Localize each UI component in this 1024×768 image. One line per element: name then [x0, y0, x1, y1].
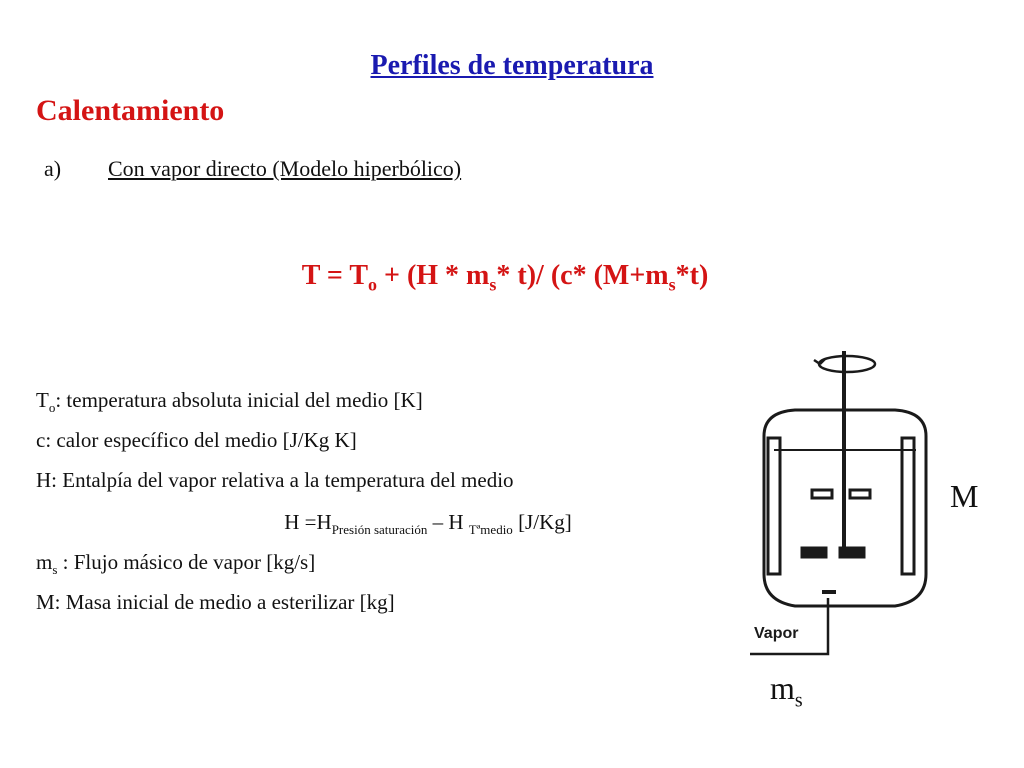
formula-sub-o: o — [368, 274, 377, 295]
impeller-blade — [812, 490, 832, 498]
definition-ms — [36, 550, 315, 578]
reactor-diagram — [740, 346, 940, 661]
to-text: : temperatura absoluta inicial del medio [K] — [55, 388, 423, 412]
section-heading: Calentamiento — [36, 94, 225, 127]
definition-to — [36, 388, 423, 416]
ms-text: : Flujo másico de vapor [kg/s] — [57, 550, 316, 574]
ms-label-symbol: m — [770, 670, 795, 706]
ms-symbol: m — [36, 550, 53, 574]
steam-flow-label — [770, 670, 803, 712]
rotation-arrow-icon — [819, 356, 875, 372]
definition-m: M: Masa inicial de medio a esterilizar [kg] — [36, 590, 395, 614]
h-eq-sub-1: Presión saturación — [331, 522, 428, 538]
formula-part-4: *t) — [675, 260, 709, 291]
left-baffle — [768, 438, 780, 574]
main-formula — [0, 260, 1010, 296]
page-title: Perfiles de temperatura — [370, 50, 654, 81]
to-symbol: T — [36, 388, 49, 412]
formula-sub-s2: s — [668, 274, 676, 295]
formula-sub-s1: s — [489, 274, 497, 295]
impeller-blade — [802, 548, 826, 557]
right-baffle — [902, 438, 914, 574]
definition-h-equation — [0, 510, 856, 538]
formula-part-2: + (H * m — [377, 260, 490, 291]
list-item-text: Con vapor directo (Modelo hiperbólico) — [108, 156, 462, 181]
to-sub: o — [48, 400, 56, 416]
ms-label-sub: s — [794, 689, 803, 712]
vapor-label: Vapor — [754, 625, 799, 642]
formula-part-1: T = T — [301, 260, 368, 291]
h-eq-prefix: H =H — [284, 510, 332, 534]
h-eq-unit: [J/Kg] — [512, 510, 572, 534]
list-marker: a) — [44, 156, 62, 181]
definition-c: c: calor específico del medio [J/Kg K] — [36, 428, 357, 452]
impeller-blade — [840, 548, 864, 557]
definition-h: H: Entalpía del vapor relativa a la temperatura del medio — [36, 468, 514, 492]
ms-sub: s — [52, 562, 58, 578]
h-eq-mid: – H — [427, 510, 469, 534]
formula-part-3: * t)/ (c* (M+m — [496, 260, 669, 291]
mass-label: M — [950, 478, 979, 514]
impeller-blade — [850, 490, 870, 498]
h-eq-sub-2: Tªmedio — [468, 522, 513, 538]
